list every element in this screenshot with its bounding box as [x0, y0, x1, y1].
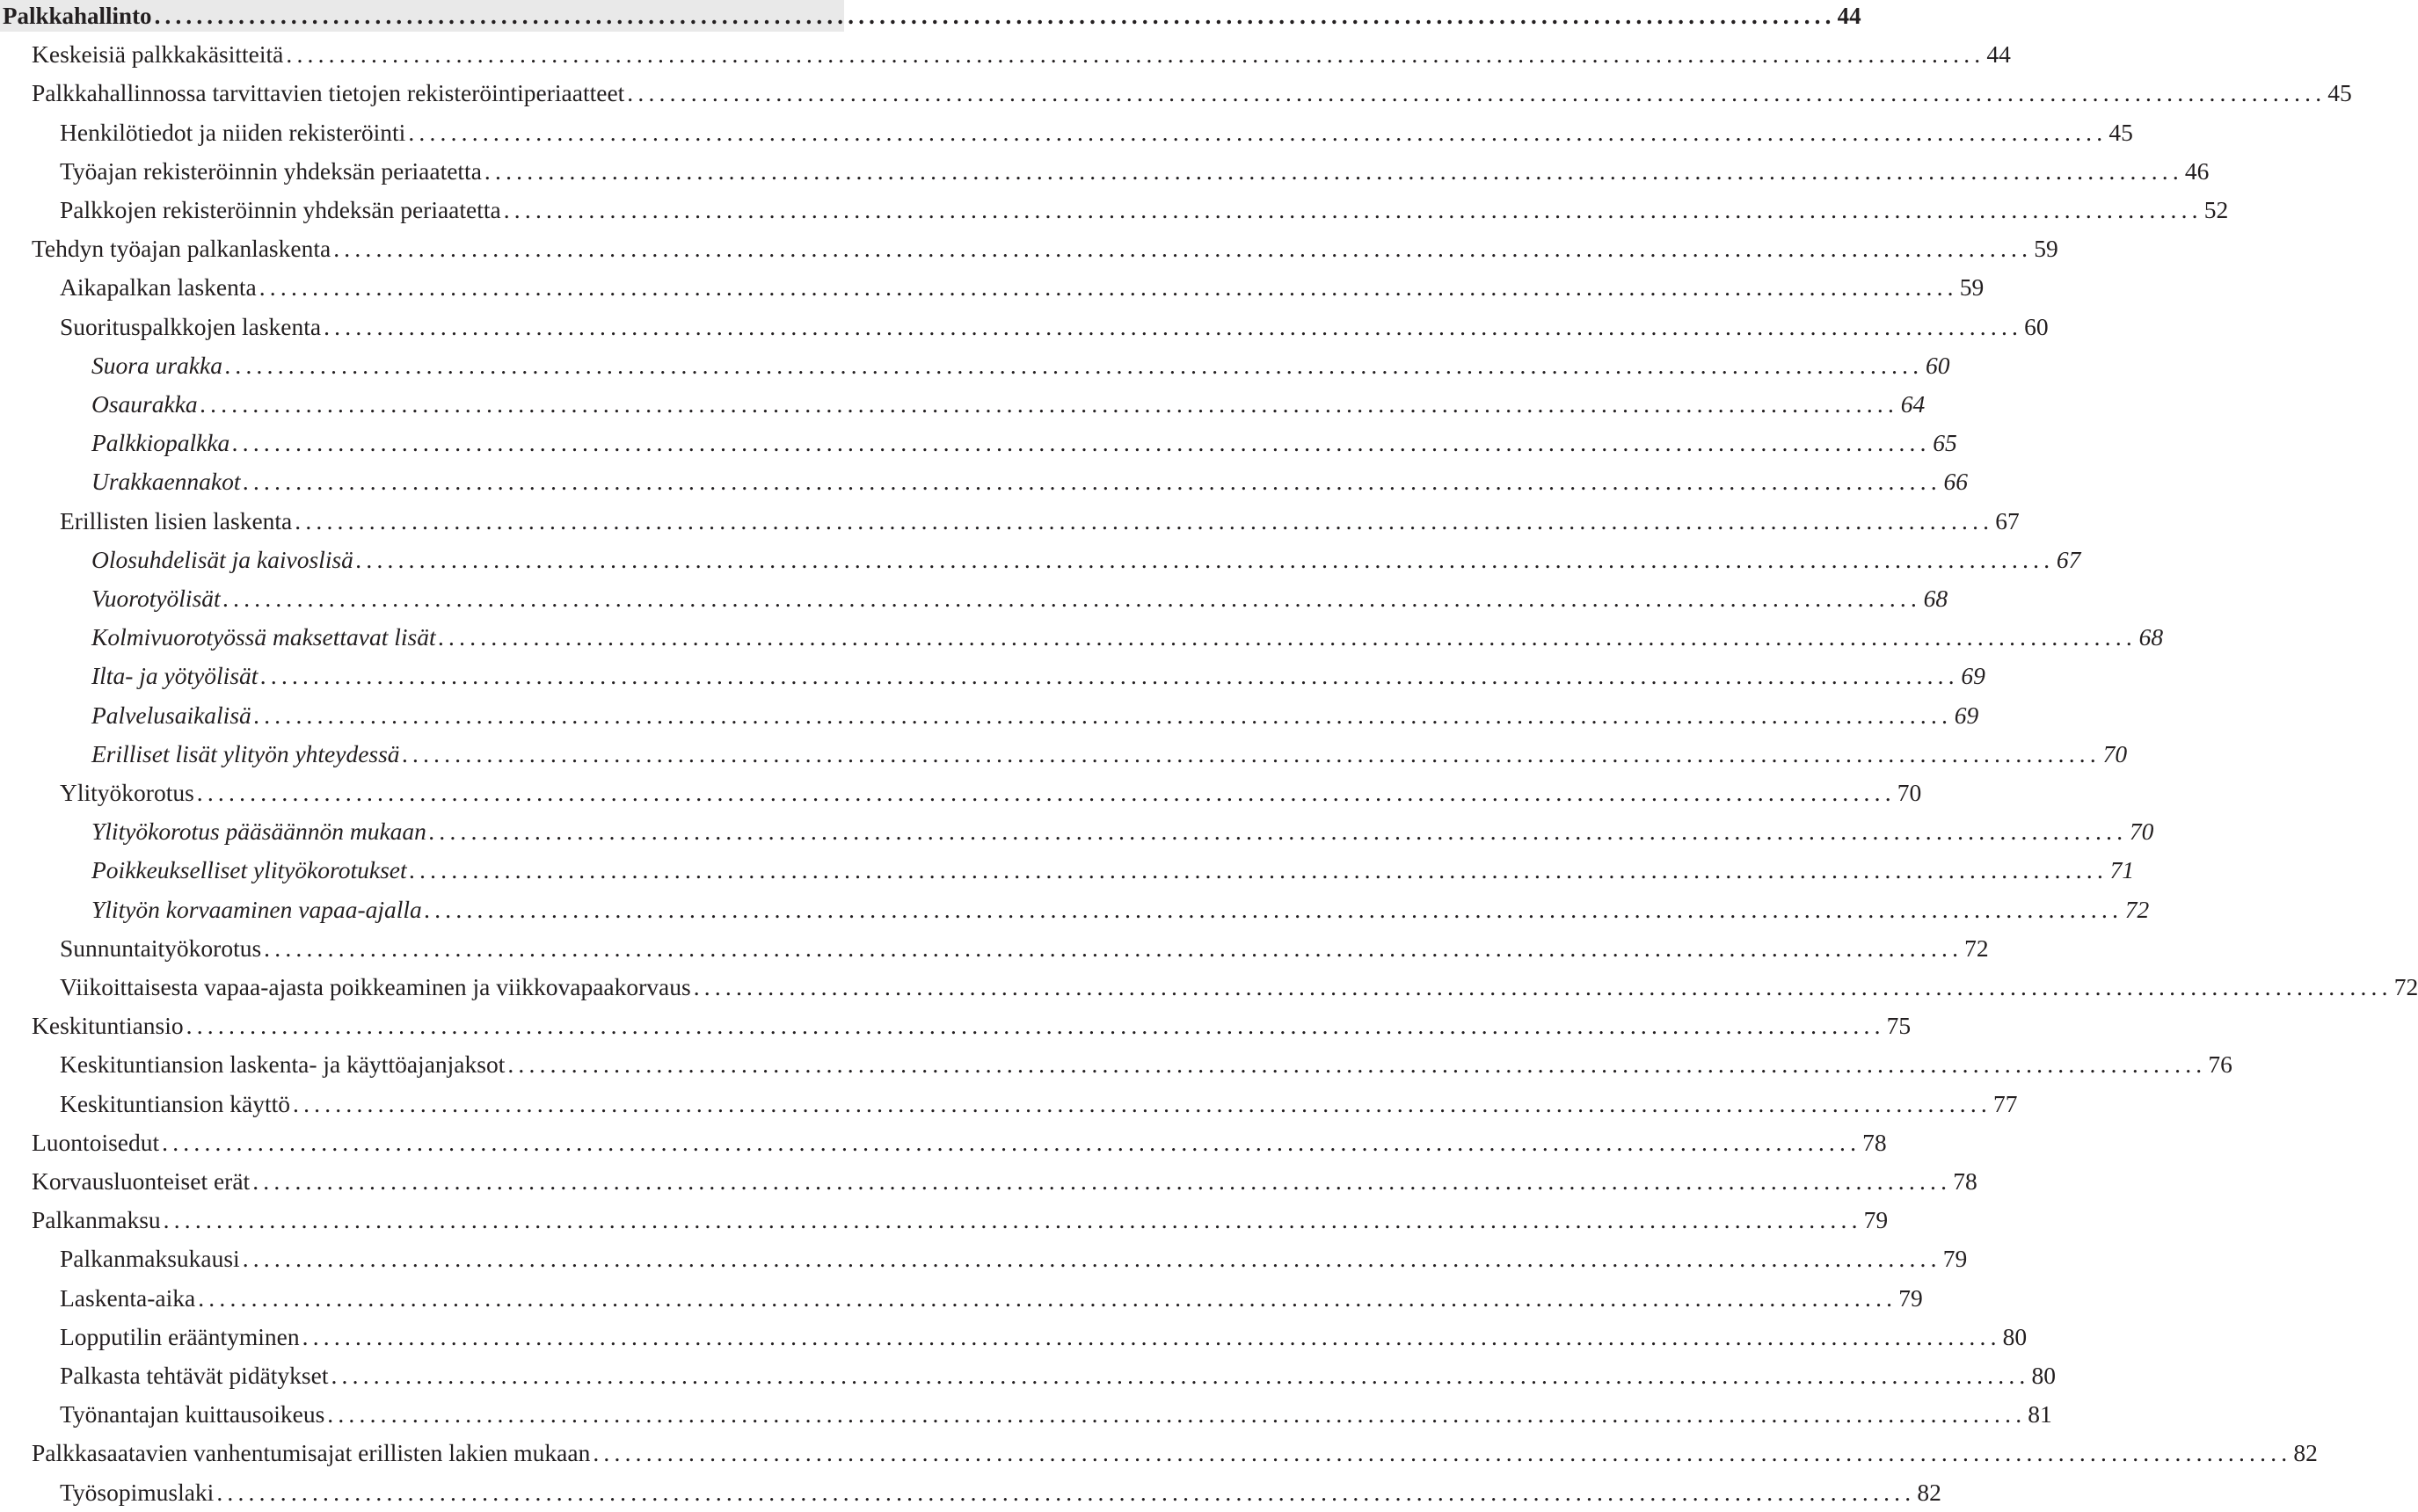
toc-entry-page-number: 66: [1943, 468, 1969, 496]
toc-entry[interactable]: [0, 1123, 1887, 1162]
toc-entry-page-number: 72: [2393, 973, 2418, 1000]
toc-entry-page-number: 68: [1923, 585, 1948, 612]
dot-leader: ................................................................................................................................................................: [295, 506, 1994, 534]
toc-entry[interactable]: [0, 1473, 1941, 1512]
toc-entry-page-number: 44: [1986, 40, 2011, 69]
dot-leader: ................................................................................................................................................................: [198, 1283, 1897, 1312]
toc-entry-title: Erilliset lisät ylityön yhteydessä: [91, 739, 400, 767]
toc-entry-page-number: 60: [1925, 351, 1950, 379]
dot-leader: ................................................................................................................................................................: [408, 118, 2108, 146]
toc-entry-title: Palkanmaksu: [32, 1206, 161, 1234]
toc-entry-title: Tehdyn työajan palkanlaskenta: [32, 235, 331, 263]
toc-entry-page-number: 69: [1954, 701, 1979, 729]
dot-leader: ................................................................................................................................................................: [693, 973, 2393, 1000]
dot-leader: ................................................................................................................................................................: [302, 1322, 2001, 1350]
dot-leader: ................................................................................................................................................................: [333, 235, 2033, 263]
toc-entry-title: Palkkasaatavien vanhentumisajat erillisten lakien mukaan: [32, 1439, 591, 1467]
toc-entry[interactable]: [0, 152, 2210, 191]
toc-entry-title: Viikoittaisesta vapaa-ajasta poikkeaminen ja viikkovapaakorvaus: [60, 973, 691, 1000]
dot-leader: ................................................................................................................................................................: [402, 739, 2101, 767]
toc-entry-page-number: 72: [1964, 934, 1989, 962]
dot-leader: ................................................................................................................................................................: [253, 701, 1953, 729]
toc-entry[interactable]: [0, 1007, 1912, 1045]
toc-entry-title: Poikkeukselliset ylityökorotukset: [91, 856, 407, 884]
dot-leader: ................................................................................................................................................................: [331, 1362, 2030, 1389]
dot-leader: ................................................................................................................................................................: [186, 1012, 1885, 1040]
dot-leader: ................................................................................................................................................................: [627, 79, 2327, 107]
toc-entry[interactable]: [0, 774, 1922, 812]
toc-entry[interactable]: [0, 308, 2049, 346]
toc-entry[interactable]: [0, 1239, 1968, 1278]
toc-entry[interactable]: [0, 1356, 2056, 1395]
toc-entry[interactable]: [0, 696, 1979, 735]
toc-entry-title: Luontoisedut: [32, 1128, 160, 1156]
toc-entry-title: Keskituntiansio: [32, 1012, 184, 1040]
dot-leader: ................................................................................................................................................................: [232, 429, 1932, 457]
dot-leader: ................................................................................................................................................................: [327, 1400, 2027, 1428]
dot-leader: ................................................................................................................................................................: [243, 468, 1942, 496]
dot-leader: ................................................................................................................................................................: [154, 3, 1836, 29]
toc-entry-title: Osaurakka: [91, 390, 198, 418]
toc-entry-page-number: 68: [2138, 623, 2164, 651]
toc-entry[interactable]: [0, 851, 2135, 890]
toc-entry-page-number: 79: [1898, 1283, 1923, 1312]
toc-entry[interactable]: [0, 385, 1926, 424]
dot-leader: ................................................................................................................................................................: [264, 934, 1963, 962]
toc-entry-title: Ylityökorotus: [60, 779, 194, 806]
toc-entry[interactable]: [0, 657, 1985, 695]
toc-entry-title: Palkkahallinnossa tarvittavien tietojen rekisteröintiperiaatteet: [32, 79, 625, 107]
toc-entry-title: Suora urakka: [91, 351, 222, 379]
toc-entry[interactable]: [0, 735, 2128, 774]
toc-entry-title: Keskituntiansion käyttö: [60, 1089, 290, 1117]
toc-entry-page-number: 44: [1837, 3, 1861, 29]
toc-entry[interactable]: [0, 268, 1985, 307]
dot-leader: ................................................................................................................................................................: [260, 662, 1960, 690]
toc-entry[interactable]: [0, 0, 1861, 35]
toc-entry-page-number: 81: [2028, 1400, 2052, 1428]
toc-entry[interactable]: [0, 1201, 1889, 1239]
toc-entry-title: Ylityökorotus pääsäännön mukaan: [91, 818, 426, 846]
toc-entry-page-number: 67: [1995, 506, 2020, 534]
toc-entry-title: Vuorotyölisät: [91, 585, 221, 612]
dot-leader: ................................................................................................................................................................: [216, 1478, 1916, 1506]
toc-entry[interactable]: [0, 35, 2011, 74]
toc-entry[interactable]: [0, 346, 1950, 385]
toc-entry[interactable]: [0, 191, 2229, 229]
toc-entry-title: Laskenta-aika: [60, 1283, 196, 1312]
toc-entry-title: Ylityön korvaaminen vapaa-ajalla: [91, 895, 422, 923]
toc-entry-page-number: 64: [1900, 390, 1926, 418]
toc-entry-page-number: 67: [2056, 545, 2081, 573]
toc-entry-title: Palkkahallinto: [3, 3, 152, 29]
toc-entry-title: Työnantajan kuittausoikeus: [60, 1400, 325, 1428]
dot-leader: ................................................................................................................................................................: [409, 856, 2108, 884]
dot-leader: ................................................................................................................................................................: [438, 623, 2138, 651]
toc-entry-title: Työajan rekisteröinnin yhdeksän periaatetta: [60, 156, 482, 185]
toc-entry[interactable]: [0, 541, 2081, 579]
toc-entry-title: Henkilötiedot ja niiden rekisteröinti: [60, 118, 406, 146]
dot-leader: ................................................................................................................................................................: [503, 196, 2203, 223]
toc-entry-page-number: 77: [1993, 1089, 2018, 1117]
toc-entry-page-number: 65: [1933, 429, 1957, 457]
toc-entry-title: Palkanmaksukausi: [60, 1245, 240, 1273]
toc-entry-page-number: 72: [2124, 895, 2150, 923]
toc-entry-page-number: 76: [2208, 1050, 2232, 1079]
toc-entry-page-number: 82: [2293, 1439, 2318, 1467]
toc-entry[interactable]: [0, 890, 2150, 929]
toc-entry-title: Keskeisiä palkkakäsitteitä: [32, 40, 284, 69]
toc-entry-page-number: 46: [2184, 156, 2210, 185]
toc-entry-title: Erillisten lisien laskenta: [60, 506, 293, 534]
dot-leader: ................................................................................................................................................................: [293, 1089, 1992, 1117]
dot-leader: ................................................................................................................................................................: [252, 1167, 1952, 1195]
toc-entry-page-number: 78: [1862, 1128, 1887, 1156]
toc-entry[interactable]: [0, 424, 1957, 462]
toc-entry[interactable]: [0, 968, 2418, 1007]
toc-entry-page-number: 59: [2034, 235, 2058, 263]
toc-entry[interactable]: [0, 502, 2020, 541]
toc-entry-page-number: 75: [1886, 1012, 1912, 1040]
toc-entry-title: Lopputilin erääntyminen: [60, 1322, 300, 1350]
toc-entry-title: Palkasta tehtävät pidätykset: [60, 1362, 329, 1389]
toc-entry-page-number: 52: [2203, 196, 2229, 223]
toc-entry-title: Suorituspalkkojen laskenta: [60, 312, 322, 340]
dot-leader: ................................................................................................................................................................: [163, 1206, 1862, 1234]
toc-entry-page-number: 71: [2109, 856, 2135, 884]
toc-entry-title: Kolmivuorotyössä maksettavat lisät: [91, 623, 436, 651]
toc-entry-page-number: 69: [1961, 662, 1985, 690]
toc-entry[interactable]: [0, 579, 1948, 618]
toc-entry-page-number: 70: [1897, 779, 1922, 806]
toc-entry-title: Sunnuntaityökorotus: [60, 934, 262, 962]
dot-leader: ................................................................................................................................................................: [355, 545, 2055, 573]
toc-entry-title: Keskituntiansion laskenta- ja käyttöajanjaksot: [60, 1050, 506, 1079]
dot-leader: ................................................................................................................................................................: [593, 1439, 2292, 1467]
toc-entry-title: Urakkaennakot: [91, 468, 241, 496]
toc-entry-page-number: 45: [2108, 118, 2133, 146]
dot-leader: ................................................................................................................................................................: [507, 1050, 2207, 1079]
toc-entry[interactable]: [0, 1395, 2052, 1434]
toc-entry-page-number: 60: [2024, 312, 2049, 340]
toc-entry-page-number: 80: [2031, 1362, 2056, 1389]
dot-leader: ................................................................................................................................................................: [259, 273, 1958, 302]
toc-entry[interactable]: [0, 1045, 2232, 1084]
toc-entry[interactable]: [0, 1162, 1977, 1201]
toc-entry-page-number: 70: [2102, 739, 2128, 767]
dot-leader: ................................................................................................................................................................: [196, 779, 1896, 806]
dot-leader: ................................................................................................................................................................: [222, 585, 1922, 612]
toc-entry[interactable]: [0, 1085, 2018, 1123]
toc-entry[interactable]: [0, 1279, 1923, 1318]
toc-entry-title: Ilta- ja yötyölisät: [91, 662, 259, 690]
dot-leader: ................................................................................................................................................................: [200, 390, 1899, 418]
toc-entry-title: Palkkojen rekisteröinnin yhdeksän periaatetta: [60, 196, 501, 223]
toc-entry-page-number: 80: [2002, 1322, 2028, 1350]
toc-entry-page-number: 70: [2129, 818, 2154, 846]
toc-entry-page-number: 79: [1942, 1245, 1968, 1273]
toc-entry-page-number: 82: [1917, 1478, 1941, 1506]
toc-entry-page-number: 59: [1959, 273, 1985, 302]
toc-entry-title: Palvelusaikalisä: [91, 701, 251, 729]
toc-entry-page-number: 78: [1953, 1167, 1977, 1195]
dot-leader: ................................................................................................................................................................: [162, 1128, 1861, 1156]
toc-entry[interactable]: [0, 1318, 2028, 1356]
dot-leader: ................................................................................................................................................................: [428, 818, 2128, 846]
dot-leader: ................................................................................................................................................................: [224, 351, 1924, 379]
dot-leader: ................................................................................................................................................................: [286, 40, 1985, 69]
toc-entry[interactable]: [0, 74, 2352, 113]
dot-leader: ................................................................................................................................................................: [484, 156, 2183, 185]
toc-entry-title: Korvausluonteiset erät: [32, 1167, 251, 1195]
toc-entry-page-number: 79: [1863, 1206, 1889, 1234]
toc-entry-title: Työsopimuslaki: [60, 1478, 215, 1506]
toc-entry-page-number: 45: [2327, 79, 2352, 107]
toc-entry-title: Olosuhdelisät ja kaivoslisä: [91, 545, 353, 573]
toc-entry[interactable]: [0, 1434, 2318, 1472]
dot-leader: ................................................................................................................................................................: [424, 895, 2123, 923]
toc-entry[interactable]: [0, 812, 2154, 851]
dot-leader: ................................................................................................................................................................: [324, 312, 2023, 340]
toc-entry[interactable]: [0, 929, 1989, 968]
toc-entry[interactable]: [0, 229, 2058, 268]
toc-entry[interactable]: [0, 113, 2133, 152]
toc-entry-title: Palkkiopalkka: [91, 429, 230, 457]
toc-entry[interactable]: [0, 462, 1969, 501]
dot-leader: ................................................................................................................................................................: [242, 1245, 1941, 1273]
toc-entry-title: Aikapalkan laskenta: [60, 273, 257, 302]
toc-entry[interactable]: [0, 618, 2164, 657]
